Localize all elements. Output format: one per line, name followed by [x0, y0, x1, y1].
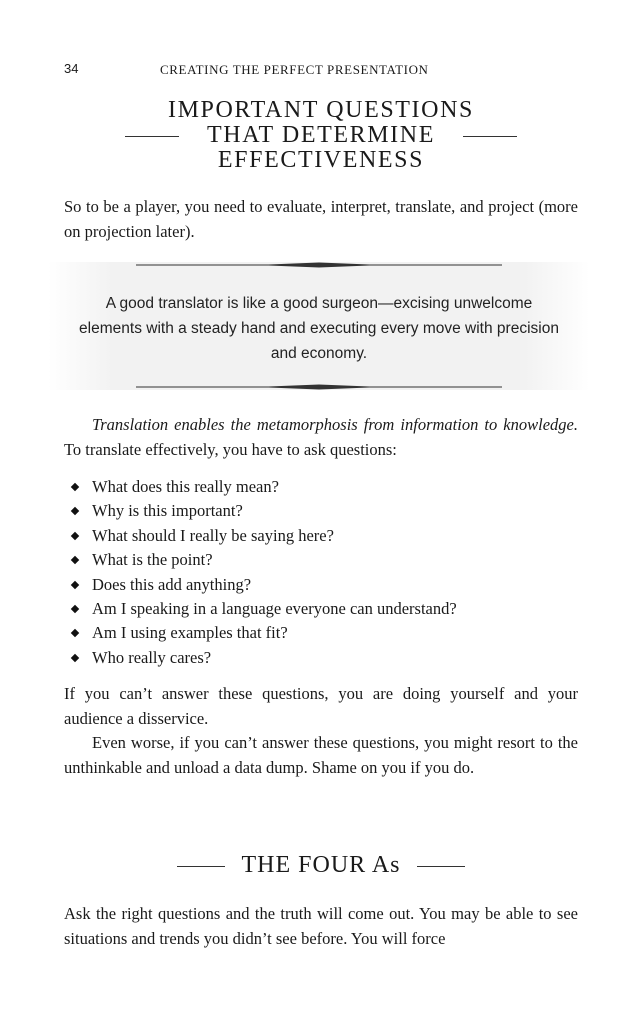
- heading-line-2-wrap: [64, 123, 578, 148]
- list-item-text: What should I really be saying here?: [92, 525, 334, 545]
- intro-paragraph: So to be a player, you need to evaluate, interpret, translate, and project (more on projection later).: [64, 197, 578, 241]
- translation-paragraph: [64, 413, 578, 462]
- list-item-text: Who really cares?: [92, 647, 212, 667]
- pull-quote-box: [48, 262, 590, 390]
- closing-paragraph-2: Even worse, if you can’t answer these questions, you might resort to the unthinkable and unload a data dump. Shame on you if you do.: [64, 733, 578, 777]
- translation-block: [64, 413, 578, 462]
- list-item-text: What does this really mean?: [92, 477, 279, 496]
- pull-quote-rule-top: [136, 262, 502, 268]
- four-as-rule-right: [417, 866, 465, 867]
- diamond-bullet-icon: [71, 629, 79, 637]
- list-item: [70, 573, 457, 597]
- pull-quote-text: A good translator is like a good surgeon—excising unwelcome elements with a steady hand and executing every move with precision and economy.: [79, 295, 559, 362]
- running-head: CREATING THE PERFECT PRESENTATION: [160, 62, 429, 77]
- list-item: [70, 475, 457, 499]
- heading-rule-right: [463, 136, 517, 137]
- list-item-text: Am I speaking in a language everyone can understand?: [92, 599, 457, 619]
- pull-quote-rule-bottom: [136, 384, 502, 390]
- heading-line-2: THAT DETERMINE: [207, 122, 435, 148]
- list-item: [70, 597, 457, 621]
- section-heading: [64, 98, 578, 173]
- diamond-bullet-icon: [71, 654, 79, 662]
- list-item: [70, 524, 457, 548]
- diamond-bullet-icon: [71, 580, 79, 588]
- four-as-block: [64, 902, 578, 951]
- list-item: [70, 548, 457, 572]
- four-as-heading-block: [64, 852, 578, 879]
- diamond-bullet-icon: [71, 556, 79, 564]
- list-item: [70, 499, 457, 523]
- closing-block: [64, 682, 578, 780]
- list-item: [70, 621, 457, 645]
- four-as-heading: THE FOUR As: [241, 852, 401, 878]
- translation-italic: Translation enables the metamorphosis from information to knowledge.: [92, 415, 578, 434]
- diamond-bullet-icon: [71, 507, 79, 515]
- translation-rest: To translate effectively, you have to ask questions:: [64, 439, 397, 459]
- heading-rule-left: [125, 136, 179, 137]
- list-item-text: Does this add anything?: [92, 574, 252, 594]
- page-number: 34: [64, 61, 79, 76]
- list-item: [70, 646, 457, 670]
- diamond-bullet-icon: [71, 532, 79, 540]
- heading-line-3: EFFECTIVENESS: [217, 147, 425, 173]
- four-as-paragraph: Ask the right questions and the truth will come out. You may be able to see situations and trends you didn’t see before. You will force: [64, 904, 578, 948]
- closing-paragraph-1: If you can’t answer these questions, you are doing yourself and your audience a disservice.: [64, 684, 578, 728]
- list-item-text: Am I using examples that fit?: [92, 623, 288, 643]
- diamond-bullet-icon: [71, 483, 79, 491]
- four-as-rule-left: [177, 866, 225, 867]
- diamond-bullet-icon: [71, 605, 79, 613]
- list-item-text: Why is this important?: [92, 501, 243, 521]
- heading-line-1: IMPORTANT QUESTIONS: [168, 97, 474, 123]
- four-as-heading-wrap: [241, 852, 400, 879]
- list-item-text: What is the point?: [92, 550, 213, 570]
- intro-block: [64, 195, 578, 244]
- question-list: [70, 475, 457, 670]
